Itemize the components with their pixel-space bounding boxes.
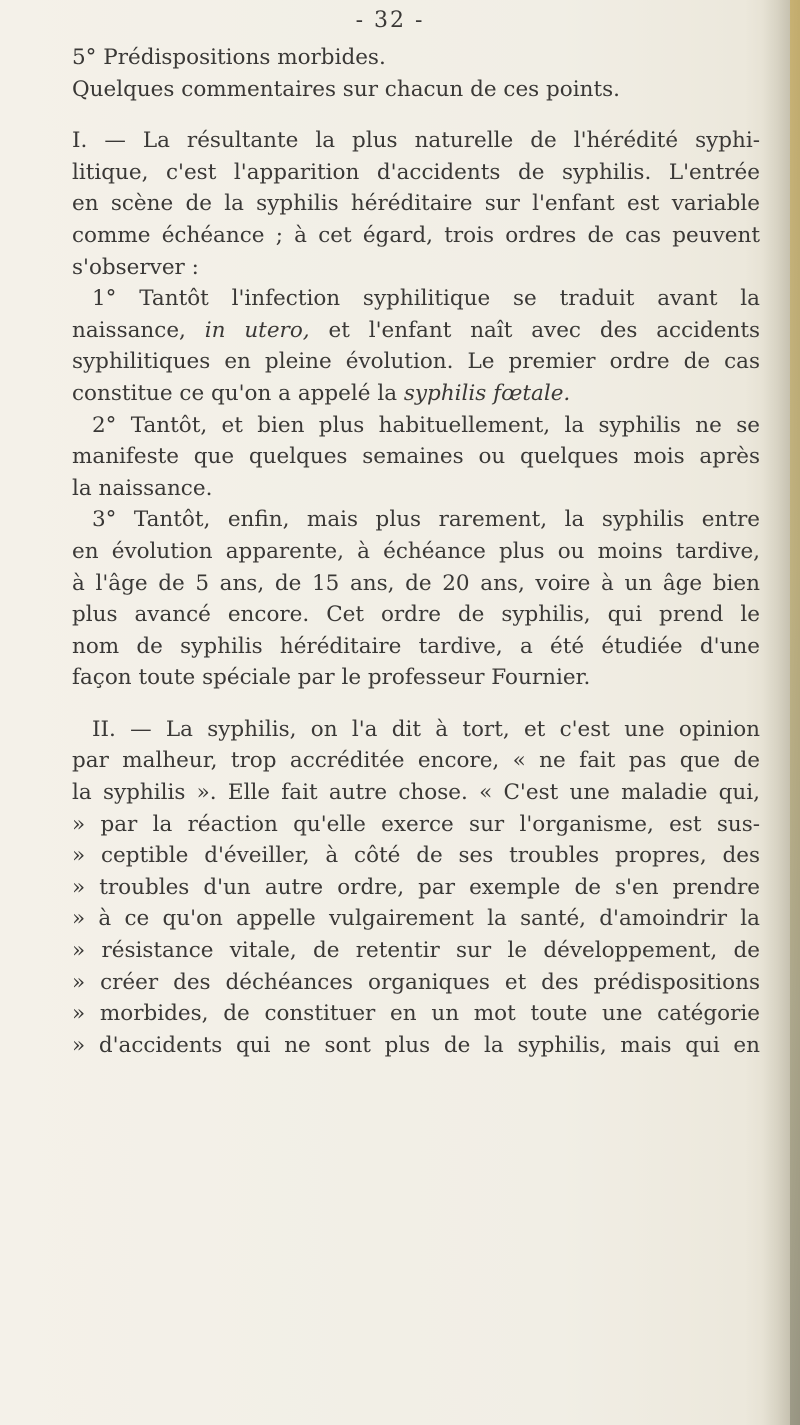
text-line: syphilitiques en pleine évolution. Le premier ordre de cas [72, 349, 760, 375]
paragraph-gap [72, 105, 760, 125]
text-line: en évolution apparente, à échéance plus ou moins tardive, [72, 538, 760, 564]
text-line: » morbides, de constituer en un mot toute une catégorie [72, 1001, 760, 1027]
text-line: la naissance. [72, 475, 213, 501]
italic-in-utero: in utero, [204, 317, 310, 343]
section-v-heading: 5° Prédispositions morbides. [72, 45, 386, 70]
text-fragment: et l'enfant naît avec des accidents [328, 317, 760, 343]
text-line: 1° Tantôt l'infection syphilitique se traduit avant la [92, 286, 760, 312]
item-1-paragraph [72, 283, 760, 409]
page-edge-binding [790, 0, 800, 1425]
text-line: » ceptible d'éveiller, à côté de ses troubles propres, des [72, 843, 760, 869]
text-line: » résistance vitale, de retentir sur le développement, de [72, 938, 760, 964]
text-line: nom de syphilis héréditaire tardive, a été étudiée d'une [72, 633, 760, 659]
text-line [72, 315, 760, 347]
text-line [72, 378, 760, 410]
text-line: plus avancé encore. Cet ordre de syphilis, qui prend le [72, 602, 760, 628]
italic-syphilis-foetale: syphilis fœtale. [403, 380, 571, 406]
text-line: » troubles d'un autre ordre, par exemple de s'en prendre [72, 874, 760, 900]
text-line: par malheur, trop accréditée encore, « ne fait pas que de [72, 748, 760, 774]
text-fragment: naissance, [72, 317, 186, 343]
text-line: en scène de la syphilis héréditaire sur l'enfant est variable [72, 191, 760, 217]
section-v-subheading: Quelques commentaires sur chacun de ces points. [72, 76, 620, 102]
text-line: litique, c'est l'apparition d'accidents de syphilis. L'entrée [72, 159, 760, 185]
page-number: - 32 - [355, 8, 425, 33]
section-I-paragraph [72, 125, 760, 283]
text-line: comme échéance ; à cet égard, trois ordres de cas peuvent [72, 222, 760, 248]
text-line: 2° Tantôt, et bien plus habituellement, la syphilis ne se [92, 412, 760, 438]
text-line: » à ce qu'on appelle vulgairement la santé, d'amoindrir la [72, 906, 760, 932]
text-line: II. — La syphilis, on l'a dit à tort, et c'est une opinion [92, 716, 760, 742]
text-line: façon toute spéciale par le professeur Fournier. [72, 665, 591, 691]
item-2-paragraph [72, 410, 760, 505]
item-3-paragraph [72, 504, 760, 694]
body-text [72, 42, 760, 1061]
text-line: » créer des déchéances organiques et des prédispositions [72, 969, 760, 995]
text-line: I. — La résultante la plus naturelle de l'hérédité syphi- [72, 128, 760, 154]
text-line: » par la réaction qu'elle exerce sur l'organisme, est sus- [72, 811, 760, 837]
text-line: » d'accidents qui ne sont plus de la syphilis, mais qui en [72, 1032, 760, 1058]
text-line: 3° Tantôt, enfin, mais plus rarement, la syphilis entre [92, 507, 760, 533]
text-line: la syphilis ». Elle fait autre chose. « C'est une maladie qui, [72, 780, 760, 806]
section-II-paragraph [72, 714, 760, 1062]
text-fragment: constitue ce qu'on a appelé la [72, 380, 398, 406]
text-line: manifeste que quelques semaines ou quelques mois après [72, 444, 760, 470]
text-line: à l'âge de 5 ans, de 15 ans, de 20 ans, voire à un âge bien [72, 570, 760, 596]
text-line: s'observer : [72, 254, 199, 280]
paragraph-gap [72, 694, 760, 714]
